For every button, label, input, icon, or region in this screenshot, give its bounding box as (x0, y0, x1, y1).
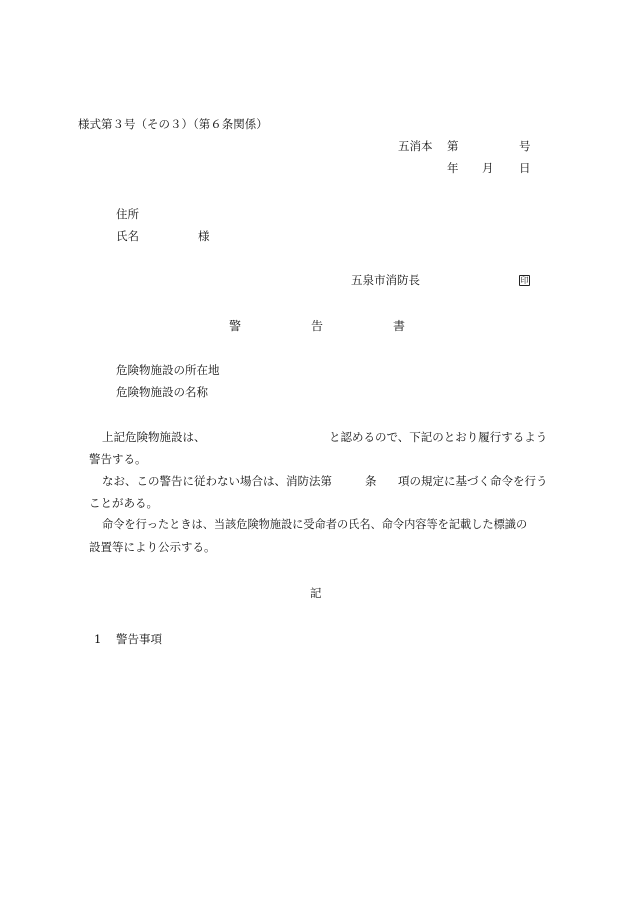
date-day: 日 (519, 161, 531, 175)
facility-location-label: 危険物施設の所在地 (116, 363, 220, 377)
date-month: 月 (482, 161, 494, 175)
title-char-2: 告 (311, 319, 324, 333)
item1-label: 警告事項 (116, 632, 162, 646)
form-number: 様式第３号（その３）（第６条関係） (78, 117, 268, 131)
recipient-address-label: 住所 (116, 207, 139, 221)
seal-stamp: 印 (520, 276, 529, 285)
body-p1-line2: 警告する。 (89, 452, 147, 466)
facility-name-label: 危険物施設の名称 (116, 385, 208, 399)
body-p1-line1-a: 上記危険物施設は、 (102, 430, 206, 444)
recipient-honorific: 様 (198, 229, 210, 243)
title-char-3: 書 (393, 319, 406, 333)
body-p2-line1-a: なお、この警告に従わない場合は、消防法第 (102, 474, 332, 488)
body-p2-line1-c: 項の規定に基づく命令を行う (398, 474, 548, 488)
sender-title: 五泉市消防長 (351, 273, 420, 287)
doc-number-prefix: 五消本 (398, 139, 433, 153)
body-p2-line1-b: 条 (365, 474, 377, 488)
date-year: 年 (447, 161, 459, 175)
body-p2-line2: ことがある。 (89, 496, 158, 510)
doc-number-dai: 第 (447, 139, 459, 153)
ki-heading: 記 (310, 586, 322, 600)
body-p3-line1: 命令を行ったときは、当該危険物施設に受命者の氏名、命令内容等を記載した標識の (102, 518, 528, 531)
item1-number: 1 (94, 632, 102, 646)
title-char-1: 警 (229, 319, 242, 333)
recipient-name-label: 氏名 (116, 229, 139, 243)
body-p1-line1-b: と認めるので、下記のとおり履行するよう (329, 430, 548, 444)
body-p3-line2: 設置等により公示する。 (89, 540, 216, 554)
doc-number-go: 号 (519, 139, 531, 153)
